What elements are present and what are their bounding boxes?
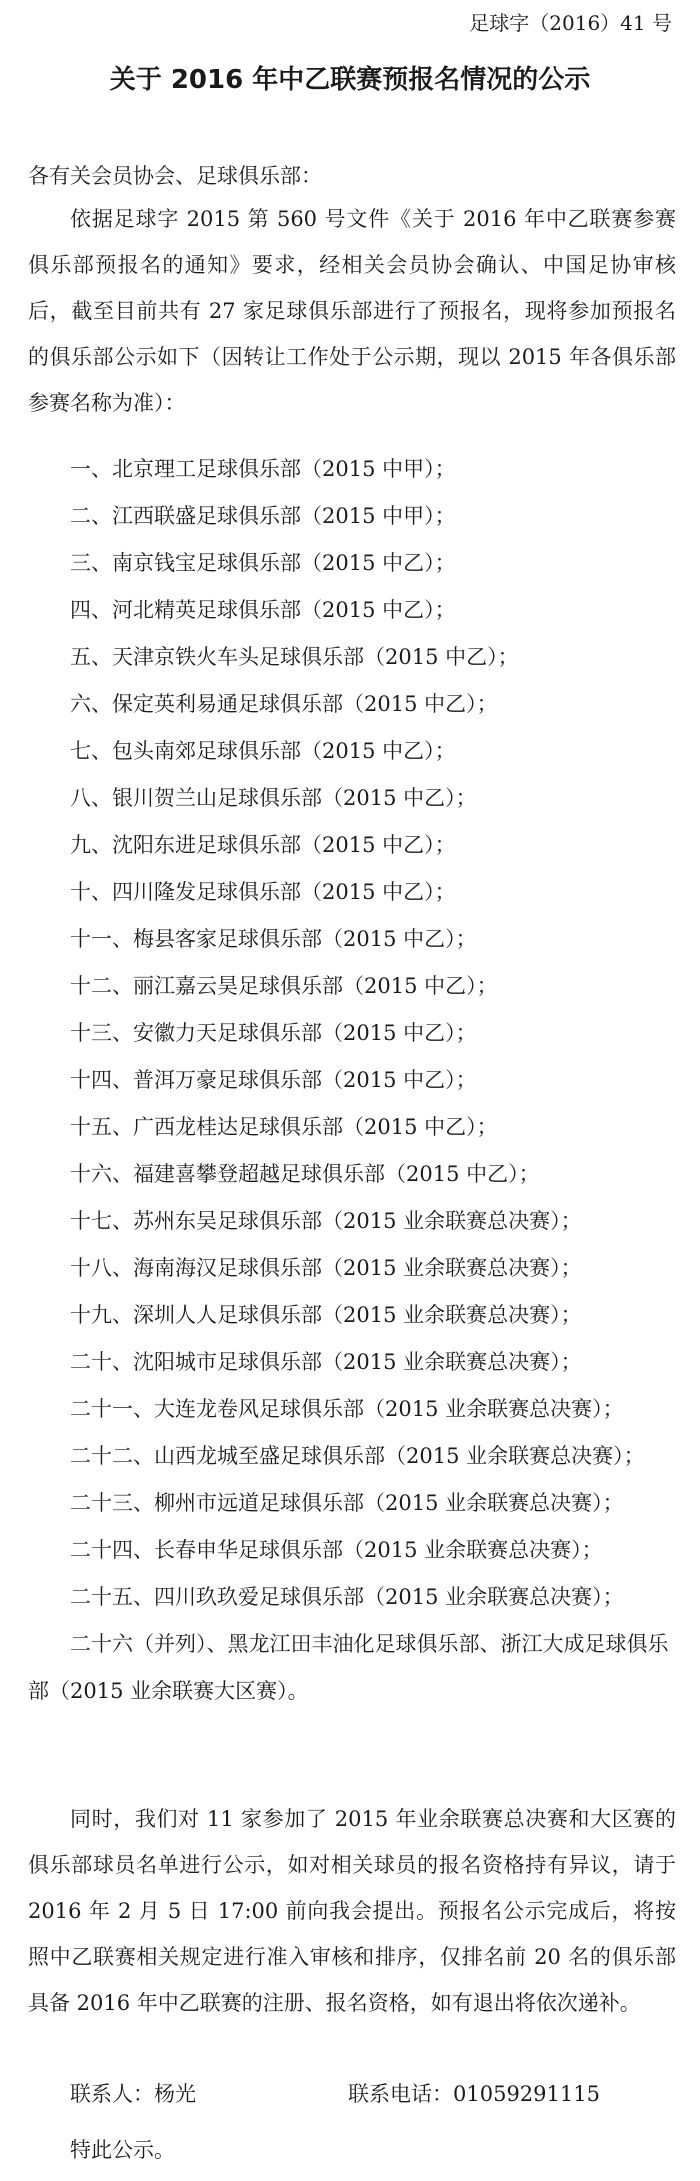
- list-item: 二十一、大连龙卷风足球俱乐部（2015 业余联赛总决赛）；: [70, 1397, 624, 1421]
- list-item: 二、江西联盛足球俱乐部（2015 中甲）；: [70, 504, 456, 528]
- list-item: 十七、苏州东吴足球俱乐部（2015 业余联赛总决赛）；: [70, 1209, 582, 1233]
- document-number: 足球字（2016）41 号: [469, 11, 672, 35]
- club-list: [28, 446, 676, 1715]
- list-item: 十三、安徽力天足球俱乐部（2015 中乙）；: [70, 1021, 477, 1045]
- list-item: 六、保定英利易通足球俱乐部（2015 中乙）；: [70, 692, 498, 716]
- list-item: 十、四川隆发足球俱乐部（2015 中乙）；: [70, 880, 456, 904]
- list-item: 二十三、柳州市远道足球俱乐部（2015 业余联赛总决赛）；: [70, 1491, 624, 1515]
- list-item: 十四、普洱万豪足球俱乐部（2015 中乙）；: [70, 1068, 477, 1092]
- list-item: 十六、福建喜攀登超越足球俱乐部（2015 中乙）；: [70, 1162, 540, 1186]
- list-item: 九、沈阳东进足球俱乐部（2015 中乙）；: [70, 833, 456, 857]
- closing-statement: 特此公示。: [70, 2138, 175, 2162]
- list-item: 十二、丽江嘉云昊足球俱乐部（2015 中乙）；: [70, 974, 498, 998]
- intro-paragraph: 依据足球字 2015 第 560 号文件《关于 2016 年中乙联赛参赛俱乐部预报名的通知》要求，经相关会员协会确认、中国足协审核后，截至目前共有 27 家足球俱乐部进行了预报名，现将参加预报名的俱乐部公示如下（因转让工作处于公示期，现以 2015 年各俱乐部参赛名称为准）：: [28, 207, 676, 415]
- list-item: 二十、沈阳城市足球俱乐部（2015 业余联赛总决赛）；: [70, 1350, 582, 1374]
- list-item: 十五、广西龙桂达足球俱乐部（2015 中乙）；: [70, 1115, 498, 1139]
- list-item: 十九、深圳人人足球俱乐部（2015 业余联赛总决赛）；: [70, 1303, 582, 1327]
- contact-phone: 联系电话：01059291115: [348, 2082, 600, 2106]
- contact-line: [70, 2074, 690, 2114]
- list-item: 三、南京钱宝足球俱乐部（2015 中乙）；: [70, 551, 456, 575]
- contact-person: 联系人：杨光: [70, 2082, 196, 2106]
- list-item: 五、天津京铁火车头足球俱乐部（2015 中乙）；: [70, 645, 519, 669]
- list-item: 十八、海南海汉足球俱乐部（2015 业余联赛总决赛）；: [70, 1256, 582, 1280]
- salutation: 各有关会员协会、足球俱乐部：: [28, 164, 322, 188]
- list-item: 七、包头南郊足球俱乐部（2015 中乙）；: [70, 739, 456, 763]
- list-item-last: 二十六（并列）、黑龙江田丰油化足球俱乐部、浙江大成足球俱乐部（2015 业余联赛大区赛）。: [28, 1632, 669, 1703]
- document-title: 关于 2016 年中乙联赛预报名情况的公示: [109, 65, 591, 95]
- list-item: 二十四、长春申华足球俱乐部（2015 业余联赛总决赛）；: [70, 1538, 603, 1562]
- list-item: 十一、梅县客家足球俱乐部（2015 中乙）；: [70, 927, 477, 951]
- list-item: 二十二、山西龙城至盛足球俱乐部（2015 业余联赛总决赛）；: [70, 1444, 645, 1468]
- list-item: 一、北京理工足球俱乐部（2015 中甲）；: [70, 457, 456, 481]
- notice-paragraph: 同时，我们对 11 家参加了 2015 年业余联赛总决赛和大区赛的俱乐部球员名单进行公示，如对相关球员的报名资格持有异议，请于 2016 年 2 月 5 日 17:00 前向我会提出。预报名公示完成后，将按照中乙联赛相关规定进行准入审核和排序，仅排名前 20 名的俱乐部具备 2016 年中乙联赛的注册、报名资格，如有退出将依次递补。: [28, 1807, 676, 2015]
- list-item: 四、河北精英足球俱乐部（2015 中乙）；: [70, 598, 456, 622]
- list-item: 二十五、四川玖玖爱足球俱乐部（2015 业余联赛总决赛）；: [70, 1585, 624, 1609]
- list-item: 八、银川贺兰山足球俱乐部（2015 中乙）；: [70, 786, 477, 810]
